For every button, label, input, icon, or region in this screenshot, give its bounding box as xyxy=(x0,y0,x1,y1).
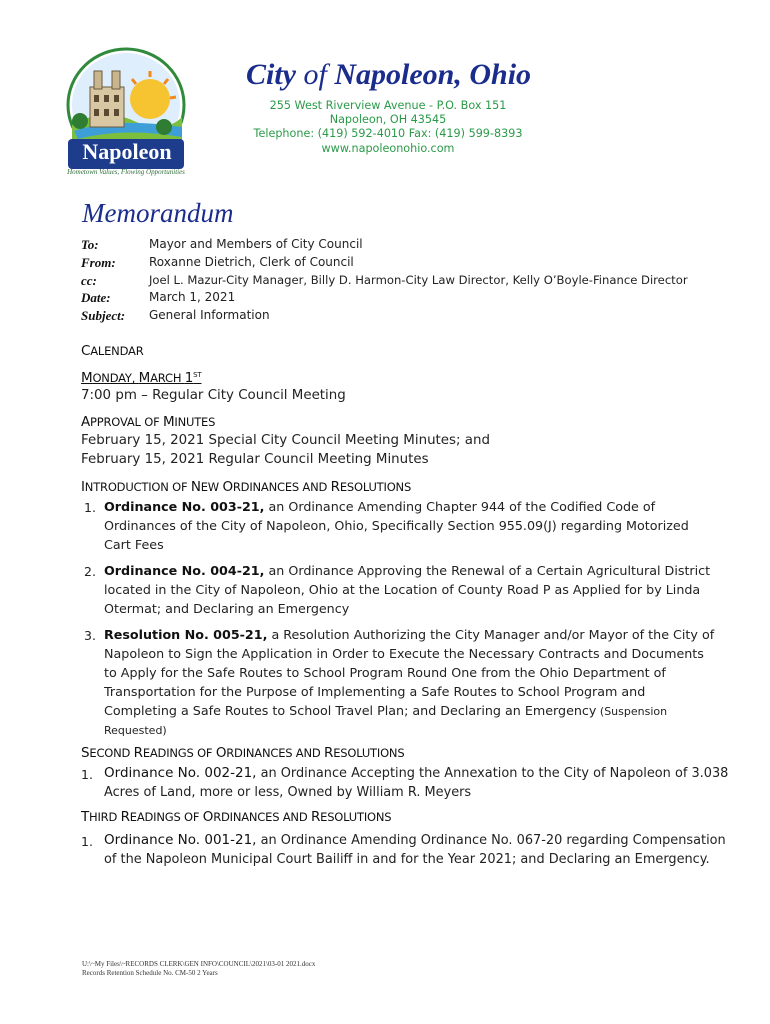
title-of: of xyxy=(303,58,327,91)
date-label: Date: xyxy=(81,290,111,305)
to-value: Mayor and Members of City Council xyxy=(149,237,363,251)
file-path-footer: U:\~My Files\~RECORDS CLERK\GEN INFO\COUNCIL\2021\03-01 2021.docx xyxy=(82,960,316,968)
meeting-date-heading: MONDAY, MARCH 1ST xyxy=(81,370,202,386)
to-label: To: xyxy=(81,237,99,252)
second-readings-heading: SECOND READINGS OF ORDINANCES AND RESOLUTIONS xyxy=(81,745,405,761)
retention-footer: Records Retention Schedule No. CM-50 2 Years xyxy=(82,969,218,977)
ordinance-title: Ordinance No. 003-21, xyxy=(104,499,265,514)
ordinance-title: Ordinance No. 002-21, xyxy=(104,765,257,781)
item-number: 1. xyxy=(84,500,96,515)
resolution-title: Resolution No. 005-21, xyxy=(104,627,268,642)
website: www.napoleonohio.com xyxy=(321,142,455,155)
item-number: 2. xyxy=(84,564,96,579)
address-line-1: 255 West Riverview Avenue - P.O. Box 151 xyxy=(269,99,507,112)
memo-title: Memorandum xyxy=(82,198,234,228)
minutes-line-2: February 15, 2021 Regular Council Meeting Minutes xyxy=(81,452,429,467)
list-item: Resolution No. 005-21, a Resolution Authorizing the City Manager and/or Mayor of the City of Napoleon to Sign the Application in Order to Execute the Necessary Contracts and Documents to Apply for the Safe Routes to School Program Round One from the Ohio Department of Transportation for the Purpose of Implementing a Safe Routes to School Program and Completing a Safe Routes to School Travel Plan; and Declaring an Emergency (Suspension Requested) xyxy=(104,627,715,737)
approval-heading: APPROVAL OF MINUTES xyxy=(81,414,216,430)
calendar-heading: CALENDAR xyxy=(81,343,144,359)
address-line-2: Napoleon, OH 43545 xyxy=(329,113,447,126)
ordinance-title: Ordinance No. 004-21, xyxy=(104,563,265,578)
list-item: Ordinance No. 001-21, an Ordinance Amending Ordinance No. 067-20 regarding Compensation of the Napoleon Municipal Court Bailiff in and for the Year 2021; and Declaring an Emergency. xyxy=(104,832,726,867)
telephone-fax: Telephone: (419) 592-4010 Fax: (419) 599-8393 xyxy=(253,127,523,140)
item-number: 1. xyxy=(81,767,93,782)
meeting-time: 7:00 pm – Regular City Council Meeting xyxy=(81,388,346,403)
title-city: City xyxy=(246,58,296,91)
from-value: Roxanne Dietrich, Clerk of Council xyxy=(149,255,354,269)
city-logo xyxy=(64,47,188,181)
item-number: 3. xyxy=(84,628,96,643)
cc-label: cc: xyxy=(81,273,97,288)
city-title xyxy=(246,58,546,92)
list-item: Ordinance No. 002-21, an Ordinance Accepting the Annexation to the City of Napoleon of 3.038 Acres of Land, more or less, Owned by William R. Meyers xyxy=(104,765,729,800)
date-value: March 1, 2021 xyxy=(149,290,236,304)
logo-wordmark: Napoleon xyxy=(82,139,172,164)
list-item: Ordinance No. 004-21, an Ordinance Approving the Renewal of a Certain Agricultural District located in the City of Napoleon, Ohio at the Location of County Road P as Applied for by Linda Otermat; and Declaring an Emergency xyxy=(104,563,711,616)
minutes-line-1: February 15, 2021 Special City Council Meeting Minutes; and xyxy=(81,433,490,448)
introduction-heading: INTRODUCTION OF NEW ORDINANCES AND RESOLUTIONS xyxy=(81,479,412,495)
subject-label: Subject: xyxy=(81,308,126,323)
third-readings-heading: THIRD READINGS OF ORDINANCES AND RESOLUTIONS xyxy=(81,809,392,825)
list-item: Ordinance No. 003-21, an Ordinance Amending Chapter 944 of the Codified Code of Ordinances of the City of Napoleon, Ohio, Specifically Section 955.09(J) regarding Motorized Cart Fees xyxy=(104,499,689,552)
subject-value: General Information xyxy=(149,308,270,322)
logo-tagline: Hometown Values, Flowing Opportunities xyxy=(67,168,185,176)
cc-value: Joel L. Mazur-City Manager, Billy D. Harmon-City Law Director, Kelly O’Boyle-Finance Director xyxy=(149,273,688,287)
from-label: From: xyxy=(81,255,116,270)
item-number: 1. xyxy=(81,834,93,849)
ordinance-title: Ordinance No. 001-21, xyxy=(104,832,257,848)
title-name: Napoleon, Ohio xyxy=(334,58,532,91)
